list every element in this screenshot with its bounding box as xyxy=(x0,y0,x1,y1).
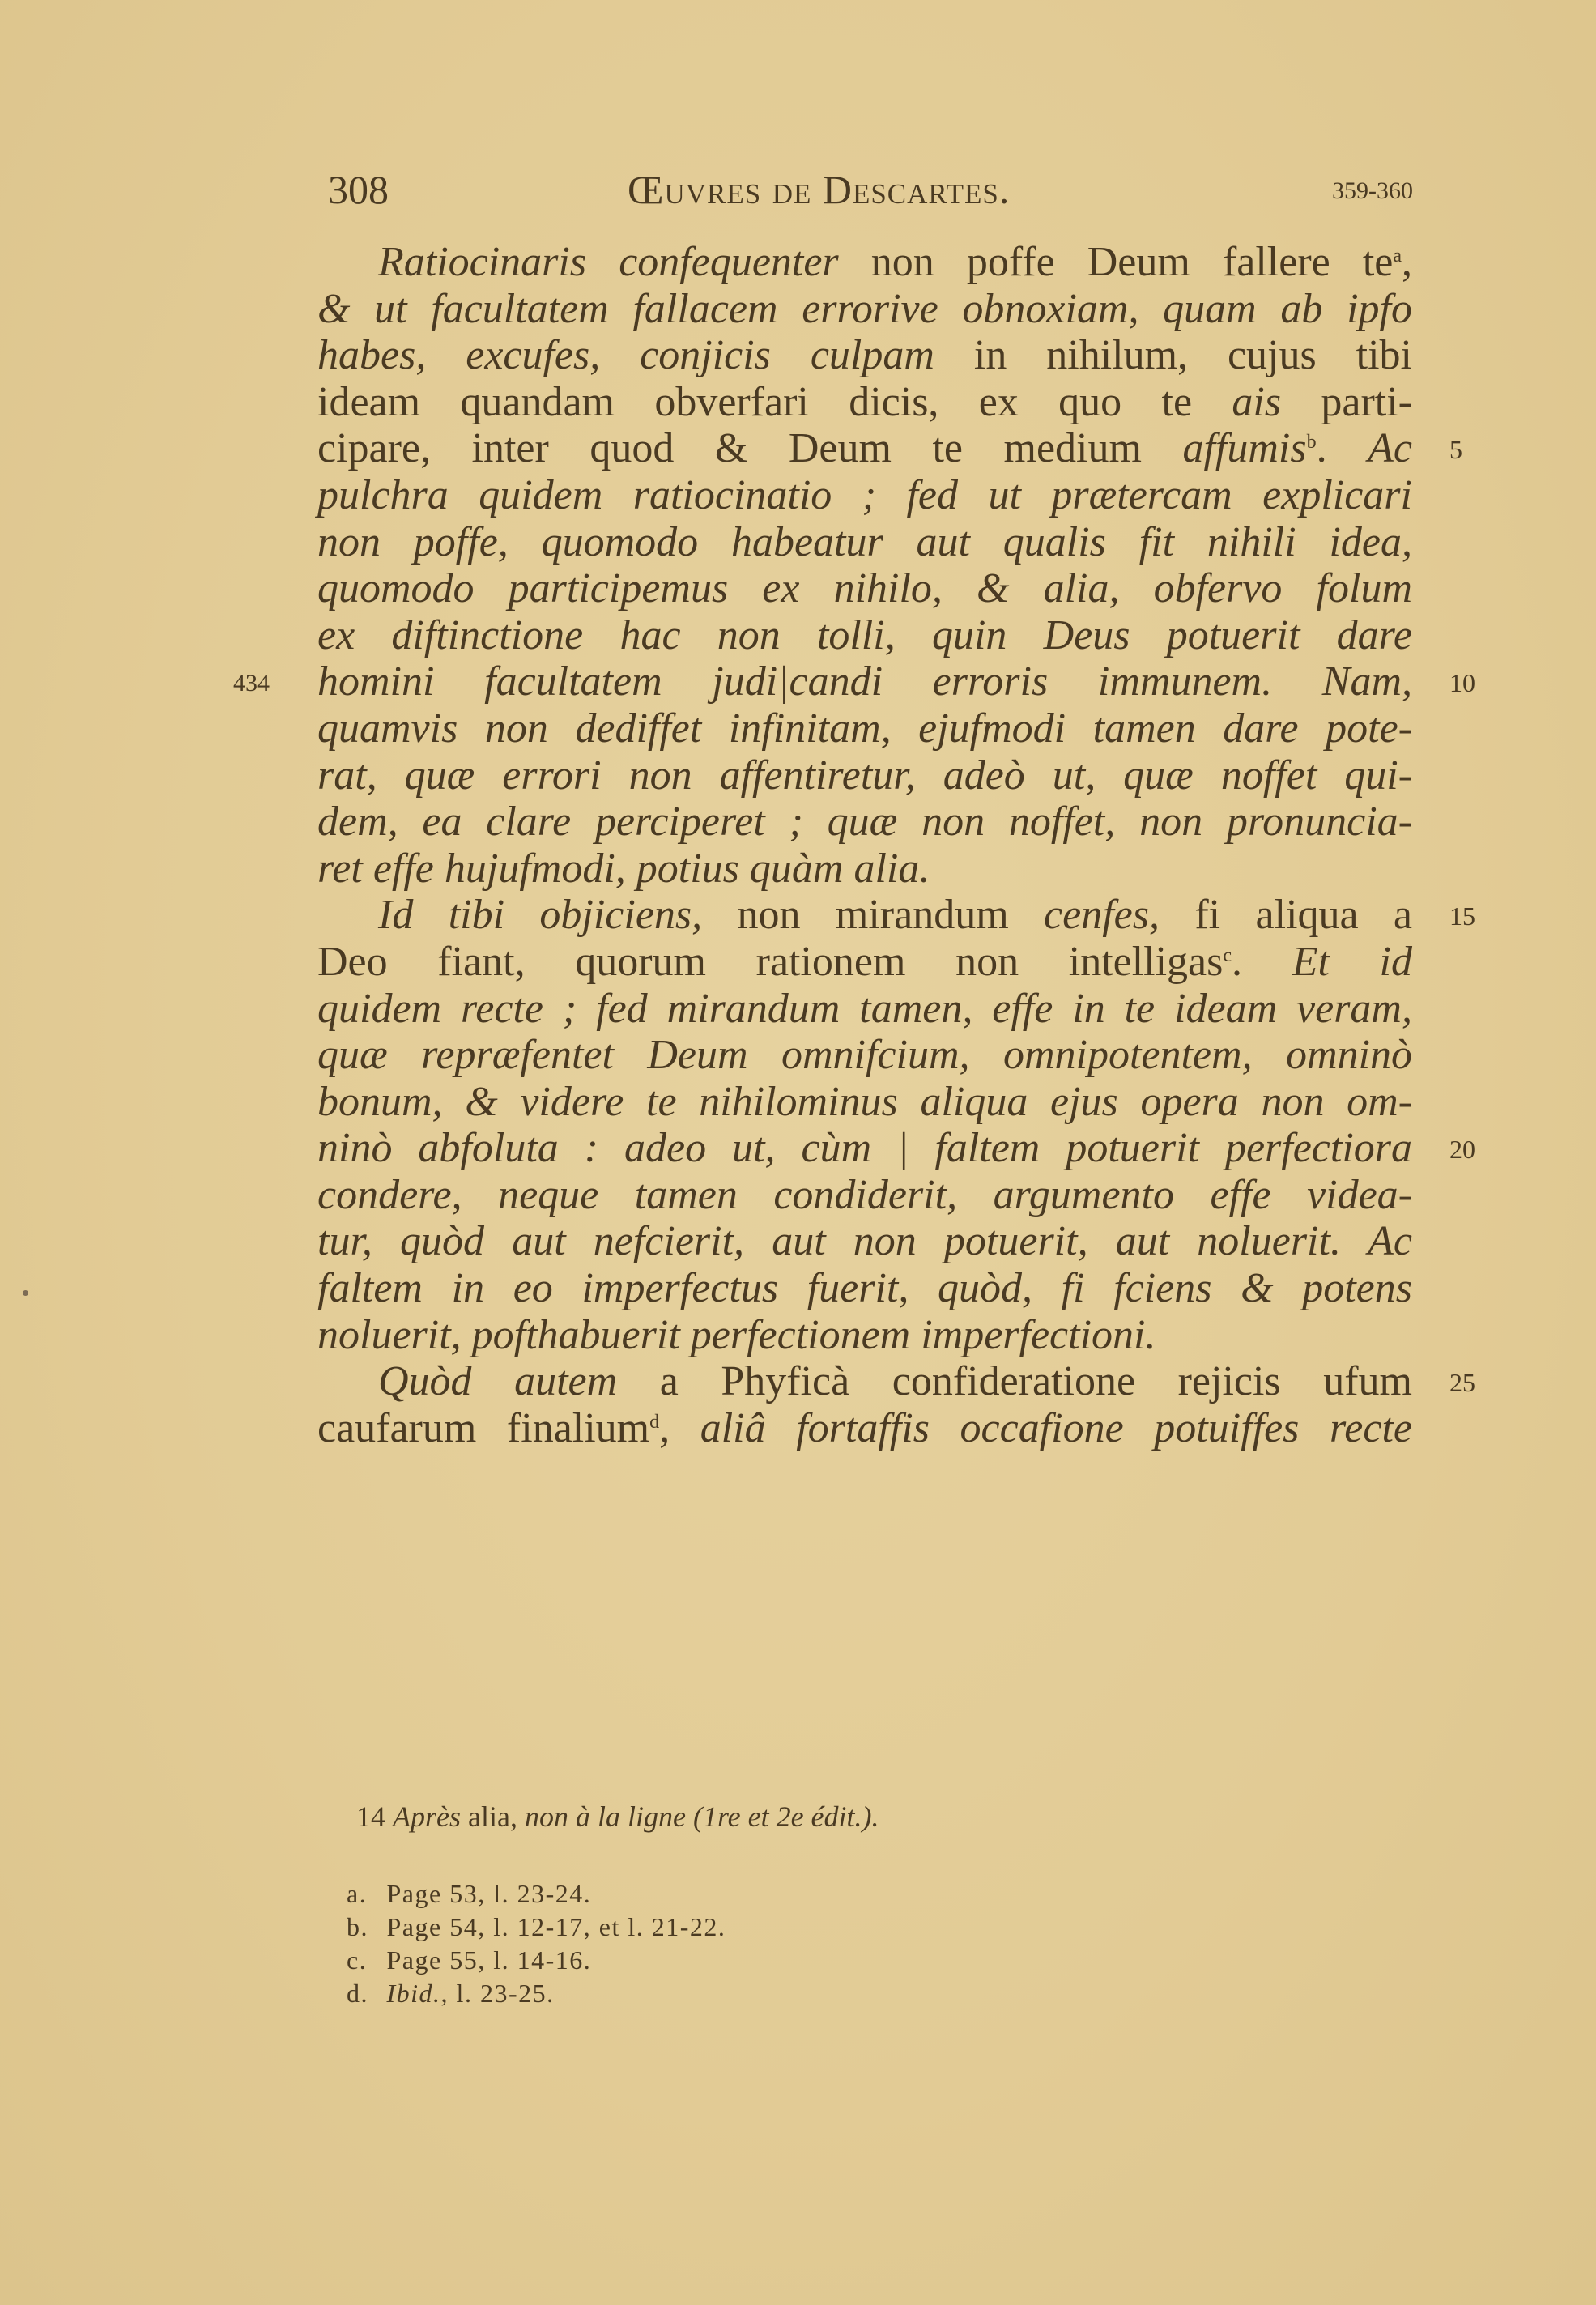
text-line xyxy=(317,1405,1412,1452)
roman-run: parti- xyxy=(1281,378,1413,425)
variant-text-italic-2: non à la ligne (1re et 2e édit.). xyxy=(524,1800,879,1833)
variant-text-roman: alia, xyxy=(468,1800,517,1833)
footnote-text: , l. 23-25. xyxy=(440,1979,555,2008)
body-text xyxy=(317,239,1412,1451)
footnote xyxy=(347,1911,726,1944)
text-line xyxy=(317,239,1412,286)
italic-run: bonum, & videre te nihilominus aliqua ejus opera non om- xyxy=(317,1078,1412,1125)
paper-speck xyxy=(23,1290,28,1296)
footnote xyxy=(347,1977,726,2010)
variant-text-italic: Après xyxy=(393,1800,461,1833)
text-line xyxy=(317,799,1412,846)
footnote-mark: c. xyxy=(347,1945,368,1975)
italic-run: ais xyxy=(1232,378,1282,425)
text-line xyxy=(317,1265,1412,1312)
line-number: 20 xyxy=(1449,1135,1475,1165)
roman-run: non mirandum xyxy=(702,892,1045,939)
roman-run: cipare, inter quod & Deum te medium xyxy=(317,425,1183,472)
running-title: Œuvres de Descartes. xyxy=(628,167,1011,212)
text-line xyxy=(317,612,1412,659)
roman-run: non poffe Deum fallere te xyxy=(838,239,1394,285)
footnote-ref[interactable]: d xyxy=(649,1411,660,1433)
italic-run: & ut facultatem fallacem errorive obnoxiam, quam ab ipfo xyxy=(317,285,1412,332)
page-range: 359-360 xyxy=(1332,177,1413,204)
footnotes xyxy=(347,1877,726,2010)
italic-run: Quòd autem xyxy=(378,1358,618,1405)
roman-run: , xyxy=(659,1404,700,1451)
text-line xyxy=(317,846,1412,893)
text-line xyxy=(317,565,1412,612)
footnote-ref[interactable]: a xyxy=(1393,245,1402,266)
italic-run: homini facultatem judi|candi erroris immunem. Nam, xyxy=(317,658,1412,705)
italic-run: quidem recte ; fed mirandum tamen, effe in te ideam veram, xyxy=(317,985,1412,1032)
italic-run: quæ repræfentet Deum omnifcium, omnipotentem, omninò xyxy=(317,1032,1412,1079)
text-line xyxy=(317,658,1412,705)
italic-run: Ratiocinaris confequenter xyxy=(378,239,839,285)
variant-line-ref: 14 xyxy=(356,1800,385,1833)
footnote-text: Page 54, l. 12-17, et l. 21-22. xyxy=(386,1912,726,1941)
italic-run: affumis xyxy=(1182,425,1307,472)
italic-run: Ac xyxy=(1368,425,1412,472)
text-line xyxy=(317,425,1412,472)
italic-run: dem, ea clare perciperet ; quæ non noffet, non pronuncia- xyxy=(317,799,1412,846)
italic-run: Et id xyxy=(1292,938,1413,985)
text-line xyxy=(317,1358,1412,1405)
italic-run: rat, quæ errori non affentiretur, adeò ut, quæ noffet qui- xyxy=(317,752,1412,799)
running-header xyxy=(320,166,1413,223)
footnote-text: Page 53, l. 23-24. xyxy=(386,1879,592,1908)
text-line xyxy=(317,1218,1412,1265)
roman-run: in nihilum, cujus tibi xyxy=(934,332,1413,379)
footnote-ref[interactable]: b xyxy=(1306,432,1317,454)
italic-run: quamvis non dediffet infinitam, ejufmodi tamen dare pote- xyxy=(317,705,1412,752)
footnote-ref[interactable]: c xyxy=(1223,944,1232,966)
italic-run: ret effe hujufmodi, potius quàm alia. xyxy=(317,845,930,892)
text-line xyxy=(317,286,1412,333)
italic-run: habes, excufes, conjicis culpam xyxy=(317,332,934,379)
roman-run: caufarum finalium xyxy=(317,1404,650,1451)
line-number: 25 xyxy=(1449,1368,1475,1398)
text-line xyxy=(317,705,1412,752)
text-line xyxy=(317,1079,1412,1126)
text-line xyxy=(317,939,1412,986)
roman-run: . xyxy=(1316,425,1368,472)
text-line xyxy=(317,986,1412,1033)
text-line xyxy=(317,472,1412,519)
roman-run: ideam quandam obverfari dicis, ex quo te xyxy=(317,378,1232,425)
italic-run: Id tibi objiciens, xyxy=(378,892,703,939)
italic-run: ex diftinctione hac non tolli, quin Deus potuerit dare xyxy=(317,611,1412,658)
italic-run: quomodo participemus ex nihilo, & alia, obfervo folum xyxy=(317,565,1412,612)
footnote-mark: a. xyxy=(347,1879,368,1908)
footnote-text-italic: Ibid. xyxy=(386,1979,441,2008)
roman-run: , xyxy=(1402,239,1412,285)
italic-run: noluerit, pofthabuerit perfectionem imperfectioni. xyxy=(317,1311,1156,1358)
italic-run: ninò abfoluta : adeo ut, cùm | faltem potuerit perfectiora xyxy=(317,1125,1412,1172)
italic-run: faltem in eo imperfectus fuerit, quòd, fi fciens & potens xyxy=(317,1265,1412,1312)
text-line xyxy=(317,379,1412,426)
line-number: 15 xyxy=(1449,901,1475,931)
text-line xyxy=(317,332,1412,379)
footnote-text: Page 55, l. 14-16. xyxy=(386,1945,592,1975)
edition-page-marker: 434 xyxy=(233,670,270,697)
italic-run: tur, quòd aut nefcierit, aut non potuerit, aut noluerit. Ac xyxy=(317,1218,1412,1265)
footnote-mark: b. xyxy=(347,1912,368,1941)
roman-run: . xyxy=(1232,938,1292,985)
text-line xyxy=(317,892,1412,939)
text-line xyxy=(317,519,1412,566)
text-line xyxy=(317,1312,1412,1359)
italic-run: aliâ fortaffis occafione potuiffes recte xyxy=(700,1404,1412,1451)
text-line xyxy=(317,1125,1412,1172)
page-number: 308 xyxy=(328,167,389,212)
line-number: 5 xyxy=(1449,435,1462,465)
text-line xyxy=(317,752,1412,799)
roman-run: Deo fiant, quorum rationem non intelligas xyxy=(317,938,1224,985)
roman-run: a Phyficà confideratione rejicis ufum xyxy=(617,1358,1412,1405)
footnote xyxy=(347,1944,726,1977)
text-line xyxy=(317,1032,1412,1079)
line-number: 10 xyxy=(1449,668,1475,698)
italic-run: non poffe, quomodo habeatur aut qualis fit nihili idea, xyxy=(317,518,1412,565)
footnote xyxy=(347,1877,726,1911)
footnote-mark: d. xyxy=(347,1979,368,2008)
variant-note xyxy=(356,1800,879,1834)
italic-run: pulchra quidem ratiocinatio ; fed ut prætercam explicari xyxy=(317,471,1412,518)
text-line xyxy=(317,1172,1412,1219)
italic-run: condere, neque tamen condiderit, argumento effe videa- xyxy=(317,1171,1412,1218)
roman-run: fi aliqua a xyxy=(1159,892,1412,939)
italic-run: cenfes, xyxy=(1044,892,1160,939)
